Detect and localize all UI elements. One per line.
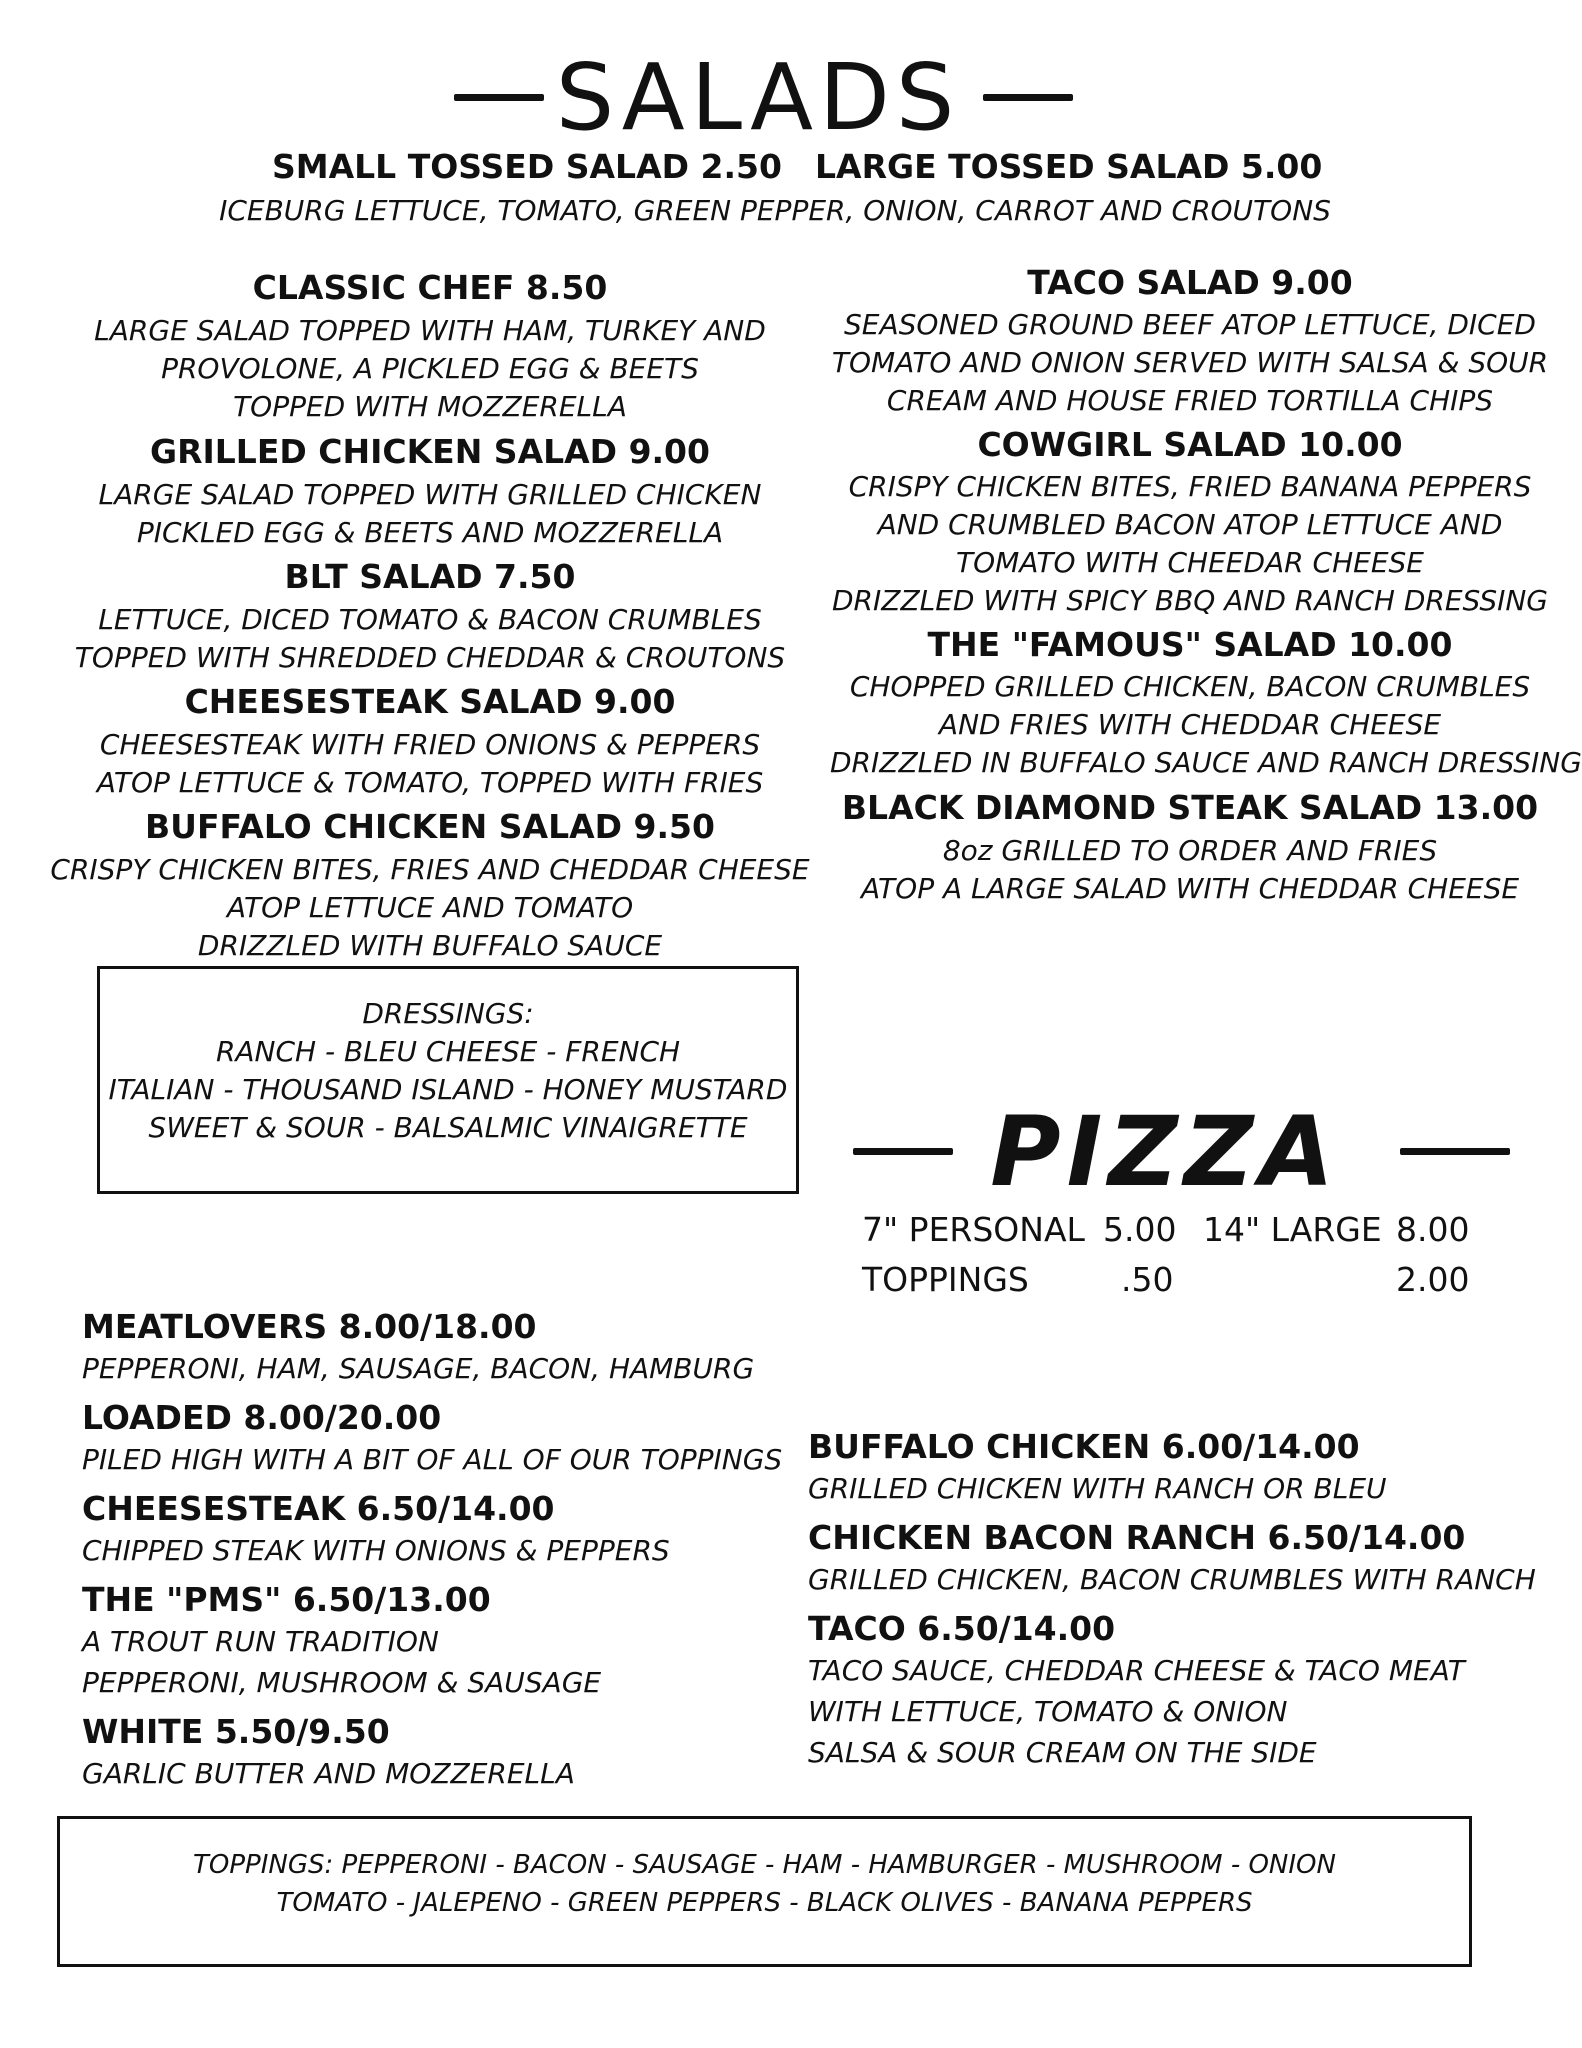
salad-name: TACO SALAD 9.00: [1027, 263, 1353, 302]
salad-name: CHEESESTEAK SALAD 9.00: [184, 682, 676, 721]
pizza-dash-right: [1400, 1148, 1510, 1155]
pizza-desc: GARLIC BUTTER AND MOZZERELLA: [82, 1757, 575, 1790]
large-size-price: 8.00: [1396, 1210, 1470, 1249]
dressings-line: RANCH - BLEU CHEESE - FRENCH: [215, 1035, 681, 1068]
salad-desc: TOPPED WITH MOZZERELLA: [233, 390, 627, 423]
salad-desc: SEASONED GROUND BEEF ATOP LETTUCE, DICED: [844, 308, 1536, 341]
salad-desc: AND FRIES WITH CHEDDAR CHEESE: [938, 708, 1442, 741]
pizza-name: CHICKEN BACON RANCH 6.50/14.00: [808, 1518, 1466, 1557]
salad-desc: LETTUCE, DICED TOMATO & BACON CRUMBLES: [98, 603, 762, 636]
salad-name: THE "FAMOUS" SALAD 10.00: [927, 625, 1453, 664]
salad-name: COWGIRL SALAD 10.00: [977, 425, 1403, 464]
pizza-name: CHEESESTEAK 6.50/14.00: [82, 1489, 555, 1528]
salad-desc: LARGE SALAD TOPPED WITH HAM, TURKEY AND: [94, 314, 766, 347]
pizza-desc: SALSA & SOUR CREAM ON THE SIDE: [808, 1736, 1317, 1769]
salad-name: BLT SALAD 7.50: [284, 557, 576, 596]
salad-desc: CREAM AND HOUSE FRIED TORTILLA CHIPS: [886, 384, 1494, 417]
dressings-line: ITALIAN - THOUSAND ISLAND - HONEY MUSTARD: [108, 1073, 788, 1106]
pizza-desc: A TROUT RUN TRADITION: [82, 1625, 439, 1658]
pizza-desc: CHIPPED STEAK WITH ONIONS & PEPPERS: [82, 1534, 670, 1567]
toppings-line: TOPPINGS: PEPPERONI - BACON - SAUSAGE - HAM - HAMBURGER - MUSHROOM - ONION: [193, 1850, 1336, 1880]
salad-desc: TOMATO WITH CHEEDAR CHEESE: [956, 546, 1424, 579]
pizza-desc: GRILLED CHICKEN WITH RANCH OR BLEU: [808, 1472, 1387, 1505]
title-dash-right: [983, 94, 1073, 101]
pizza-desc: PEPPERONI, HAM, SAUSAGE, BACON, HAMBURG: [82, 1352, 755, 1385]
salad-desc: CRISPY CHICKEN BITES, FRIES AND CHEDDAR CHEESE: [50, 853, 810, 886]
salad-desc: DRIZZLED WITH SPICY BBQ AND RANCH DRESSING: [832, 584, 1548, 617]
pizza-desc: PEPPERONI, MUSHROOM & SAUSAGE: [82, 1666, 602, 1699]
salad-desc: PICKLED EGG & BEETS AND MOZZERELLA: [136, 516, 724, 549]
large-tossed-salad: LARGE TOSSED SALAD 5.00: [815, 147, 1323, 186]
salad-desc: DRIZZLED WITH BUFFALO SAUCE: [197, 929, 663, 962]
salads-title: SALADS: [555, 44, 961, 151]
large-size-label: 14" LARGE: [1203, 1210, 1382, 1249]
salad-desc: CHEESESTEAK WITH FRIED ONIONS & PEPPERS: [99, 728, 761, 761]
salad-name: BLACK DIAMOND STEAK SALAD 13.00: [841, 788, 1539, 827]
pizza-name: WHITE 5.50/9.50: [82, 1712, 390, 1751]
pizza-desc: GRILLED CHICKEN, BACON CRUMBLES WITH RANCH: [808, 1563, 1536, 1596]
salad-desc: ATOP LETTUCE & TOMATO, TOPPED WITH FRIES: [96, 766, 764, 799]
salad-desc: CRISPY CHICKEN BITES, FRIED BANANA PEPPERS: [848, 470, 1532, 503]
salad-desc: DRIZZLED IN BUFFALO SAUCE AND RANCH DRESSING: [830, 746, 1582, 779]
dressings-line: SWEET & SOUR - BALSALMIC VINAIGRETTE: [148, 1111, 748, 1144]
toppings-personal-price: .50: [1121, 1260, 1174, 1299]
salad-desc: TOMATO AND ONION SERVED WITH SALSA & SOUR: [831, 346, 1549, 379]
salad-desc: LARGE SALAD TOPPED WITH GRILLED CHICKEN: [98, 478, 762, 511]
salad-name: CLASSIC CHEF 8.50: [252, 268, 608, 307]
pizza-name: MEATLOVERS 8.00/18.00: [82, 1307, 537, 1346]
salad-desc: PROVOLONE, A PICKLED EGG & BEETS: [161, 352, 699, 385]
pizza-dash-left: [853, 1148, 953, 1155]
salad-desc: ATOP A LARGE SALAD WITH CHEDDAR CHEESE: [860, 872, 1520, 905]
toppings-line: TOMATO - JALEPENO - GREEN PEPPERS - BLACK OLIVES - BANANA PEPPERS: [276, 1888, 1253, 1918]
pizza-name: LOADED 8.00/20.00: [82, 1398, 442, 1437]
pizza-desc: WITH LETTUCE, TOMATO & ONION: [808, 1695, 1288, 1728]
pizza-title: PIZZA: [990, 1096, 1340, 1208]
salad-name: GRILLED CHICKEN SALAD 9.00: [150, 432, 710, 471]
pizza-name: THE "PMS" 6.50/13.00: [82, 1580, 491, 1619]
salad-name: BUFFALO CHICKEN SALAD 9.50: [145, 807, 715, 846]
pizza-desc: PILED HIGH WITH A BIT OF ALL OF OUR TOPPINGS: [82, 1443, 783, 1476]
toppings-large-price: 2.00: [1396, 1260, 1470, 1299]
pizza-desc: TACO SAUCE, CHEDDAR CHEESE & TACO MEAT: [808, 1654, 1465, 1687]
salad-desc: CHOPPED GRILLED CHICKEN, BACON CRUMBLES: [849, 670, 1531, 703]
toppings-label: TOPPINGS: [862, 1260, 1029, 1299]
small-tossed-salad: SMALL TOSSED SALAD 2.50: [272, 147, 782, 186]
pizza-name: TACO 6.50/14.00: [808, 1609, 1116, 1648]
tossed-salad-desc: ICEBURG LETTUCE, TOMATO, GREEN PEPPER, ONION, CARROT AND CROUTONS: [219, 194, 1331, 227]
dressings-heading: DRESSINGS:: [362, 997, 534, 1030]
salad-desc: AND CRUMBLED BACON ATOP LETTUCE AND: [877, 508, 1503, 541]
pizza-name: BUFFALO CHICKEN 6.00/14.00: [808, 1427, 1360, 1466]
salad-desc: 8oz GRILLED TO ORDER AND FRIES: [942, 834, 1438, 867]
salad-desc: ATOP LETTUCE AND TOMATO: [226, 891, 634, 924]
title-dash-left: [454, 94, 544, 101]
personal-size-price: 5.00: [1103, 1210, 1177, 1249]
salad-desc: TOPPED WITH SHREDDED CHEDDAR & CROUTONS: [74, 641, 786, 674]
personal-size-label: 7" PERSONAL: [862, 1210, 1085, 1249]
